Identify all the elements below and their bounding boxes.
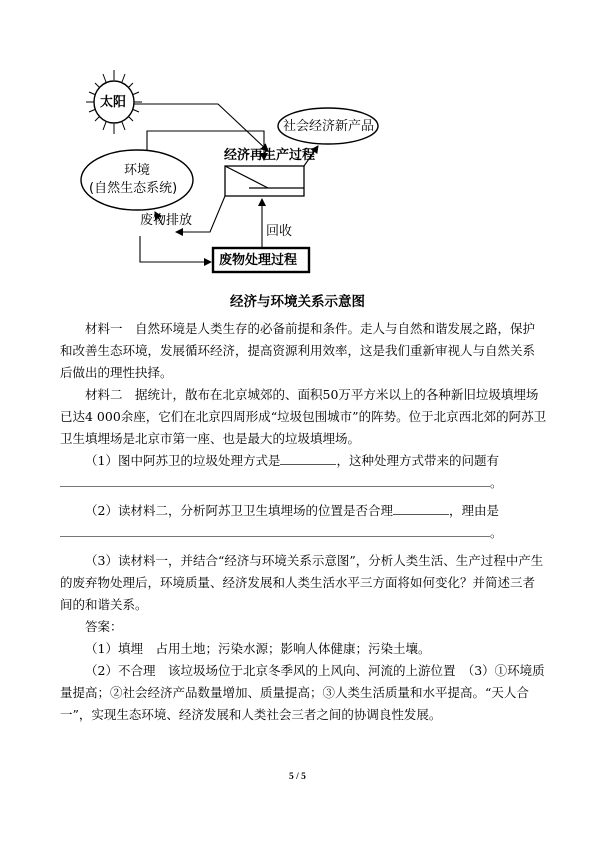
question-one-line[interactable] [60, 472, 490, 487]
question-one-blank[interactable] [280, 450, 336, 465]
material-one: 材料一 自然环境是人类生存的必备前提和条件。走人与自然和谐发展之路，保护和改善生态环境，发展循环经济，提高资源利用效率，这是我们重新审视人与自然关系后做出的理性抉择。 [60, 321, 536, 380]
question-two-text: （2）读材料二，分析阿苏卫卫生填埋场的位置是否合理 [85, 503, 393, 518]
economy-environment-diagram [0, 0, 595, 310]
material-two: 材料二 据统计，散布在北京城郊的、面积50万平方米以上的各种新旧垃圾填埋场已达4 000余座，它们在北京四周形成“垃圾包围城市”的阵势。位于北京西北郊的阿苏卫卫生填埋场是北京市第一座、也是最大的垃圾填埋场。 [60, 387, 547, 446]
question-one-answer-line [60, 472, 547, 494]
question-two-mid: ，理由是 [448, 503, 499, 518]
waste-processing-label: 废物处理过程 [219, 253, 298, 268]
question-one-text: （1）图中阿苏卫的垃圾处理方式是 [85, 453, 281, 468]
answer-one: （1）填埋 占用土地；污染水源；影响人体健康；污染土壤。 [85, 641, 431, 656]
diagram-caption: 经济与环境关系示意图 [230, 294, 365, 310]
environment-label: 环境 [124, 163, 151, 178]
question-one-end: 。 [490, 475, 503, 490]
reproduction-label: 经济再生产过程 [224, 148, 316, 163]
page-number: 5 / 5 [289, 772, 306, 782]
sun-label: 太阳 [100, 95, 127, 110]
waste-discharge-label: 废物排放 [140, 213, 193, 228]
document-body [60, 318, 547, 726]
question-two-end: 。 [490, 525, 503, 540]
question-two-line[interactable] [60, 522, 490, 537]
reproduction-box [225, 166, 304, 196]
question-one-mid: ，这种处理方式带来的问题有 [336, 453, 499, 468]
environment-ellipse [81, 150, 193, 210]
question-one [60, 450, 547, 472]
environment-sublabel: (自然生态系统) [89, 181, 178, 196]
question-two-answer-line [60, 522, 547, 544]
answer-two: （2）不合理 该垃圾场位于北京冬季风的上风向、河流的上游位置 （3）①环境质量提高；②社会经济产品数量增加、质量提高；③人类生活质量和水平提高。“天人合一”，实现生态环境、经济发展和人类社会三者之间的协调良性发展。 [60, 663, 545, 722]
recycle-label: 回收 [266, 224, 293, 239]
question-three: （3）读材料一，并结合“经济与环境关系示意图”，分析人类生活、生产过程中产生的废弃物处理后，环境质量、经济发展和人类生活水平三方面将如何变化？并简述三者间的和谐关系。 [60, 553, 544, 612]
question-two-blank[interactable] [393, 500, 449, 515]
arrow-sun-to-process [134, 104, 268, 151]
answer-heading: 答案： [85, 619, 123, 634]
arrow-waste-to-processing [140, 236, 211, 262]
new-products-label: 社会经济新产品 [283, 119, 375, 134]
question-two [60, 500, 547, 522]
